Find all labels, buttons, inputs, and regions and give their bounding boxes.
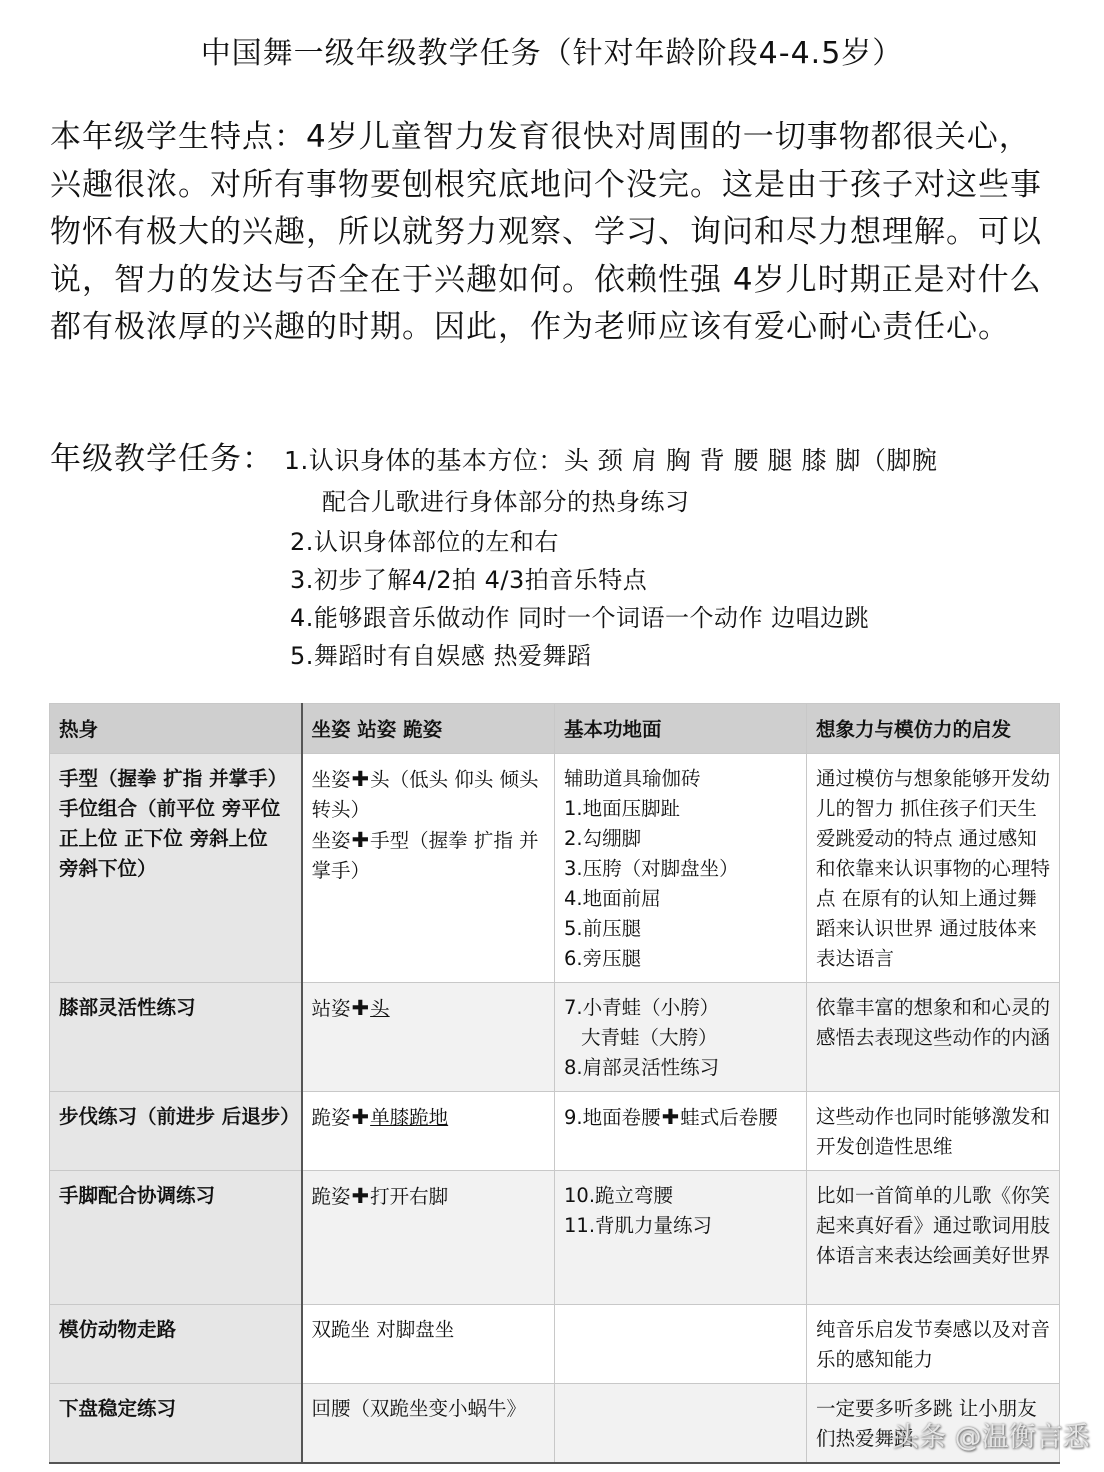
floor-item: 10.跪立弯腰 [564,1184,674,1207]
posture-text: 单膝跪地 [370,1106,449,1129]
table-header-row [50,704,1060,754]
floor-item: 辅助道具瑜伽砖 [564,767,701,790]
table-row [50,754,1060,983]
header-floor-basics: 基本功地面 [555,704,807,754]
posture-text: 打开右脚 [370,1185,449,1208]
posture-cell [302,983,555,1092]
posture-cell [302,754,555,983]
posture-line [312,764,546,825]
floor-basics-cell [555,1305,807,1384]
task-item-1: 1.认识身体的基本方位：头 颈 肩 胸 背 腰 腿 膝 脚（脚腕 [284,446,938,475]
imagination-cell: 依靠丰富的想象和和心灵的感悟去表现这些动作的内涵 [807,983,1060,1092]
posture-cell [302,1171,555,1305]
floor-item: 3.压胯（对脚盘坐） [564,857,739,880]
warmup-cell: 手脚配合协调练习 [50,1171,302,1305]
imagination-cell: 这些动作也同时能够激发和开发创造性思维 [807,1092,1060,1171]
floor-item: 5.前压腿 [564,917,642,940]
floor-item: 2.勾绷脚 [564,827,642,850]
posture-cell [302,1092,555,1171]
task-item-3: 3.初步了解4/2拍 4/3拍音乐特点 [290,566,648,594]
floor-basics-cell [555,983,807,1092]
posture-text: 头（低头 仰头 倾头 转头） [311,768,539,821]
warmup-cell: 模仿动物走路 [50,1305,302,1384]
table-row [50,983,1060,1092]
header-imagination: 想象力与模仿力的启发 [807,704,1060,754]
floor-basics-cell [555,1384,807,1464]
floor-item: 11.背肌力量练习 [564,1214,713,1237]
posture-line [312,825,546,886]
plus-icon: ✚ [661,1105,680,1129]
posture-cell: 双跪坐 对脚盘坐 [302,1305,555,1384]
tasks-label: 年级教学任务： [50,441,274,477]
table-row [50,1305,1060,1384]
posture-text: 跪姿 [311,1106,351,1129]
watermark: 头条 @温衡言悉 [892,1422,1090,1453]
task-item-1-continued: 配合儿歌进行身体部分的热身练习 [322,488,690,516]
warmup-cell: 步伐练习（前进步 后退步） [50,1092,302,1171]
header-warmup: 热身 [50,704,302,754]
imagination-cell: 比如一首简单的儿歌《你笑起来真好看》通过歌词用肢体语言来表达绘画美好世界 [807,1171,1060,1305]
posture-text: 站姿 [311,997,351,1020]
plus-icon: ✚ [351,1184,370,1208]
floor-item: 大青蛙（大胯） [581,1026,718,1049]
plus-icon: ✚ [351,828,370,852]
floor-item: 4.地面前屈 [564,887,661,910]
floor-basics-cell [555,1092,807,1171]
imagination-cell: 一定要多听多跳 让小朋友们热爱舞蹈 [807,1384,1060,1464]
posture-text: 坐姿 [311,829,351,852]
posture-cell: 回腰（双跪坐变小蜗牛》 [302,1384,555,1464]
posture-text: 坐姿 [311,768,351,791]
floor-item: 8.肩部灵活性练习 [564,1056,720,1079]
curriculum-table [49,703,1060,1464]
warmup-cell: 下盘稳定练习 [50,1384,302,1464]
task-item-5: 5.舞蹈时有自娱感 热爱舞蹈 [290,642,592,670]
header-postures: 坐姿 站姿 跪姿 [302,704,555,754]
page-title: 中国舞一级年级教学任务（针对年龄阶段4-4.5岁） [200,36,904,71]
floor-item: 蛙式后卷腰 [680,1106,778,1129]
task-item-2: 2.认识身体部位的左和右 [290,528,559,556]
table-row [50,1092,1060,1171]
posture-text: 头 [370,997,390,1020]
plus-icon: ✚ [351,767,370,791]
warmup-cell: 手型（握拳 扩指 并掌手）手位组合（前平位 旁平位 正上位 正下位 旁斜上位 旁斜下位） [50,754,302,983]
warmup-cell: 膝部灵活性练习 [50,983,302,1092]
floor-item: 1.地面压脚趾 [564,797,681,820]
posture-text: 跪姿 [311,1185,351,1208]
task-item-4: 4.能够跟音乐做动作 同时一个词语一个动作 边唱边跳 [290,604,870,632]
table-row [50,1171,1060,1305]
floor-basics-cell [555,1171,807,1305]
student-characteristics-paragraph: 本年级学生特点：4岁儿童智力发育很快对周围的一切事物都很关心，兴趣很浓。对所有事物要刨根究底地问个没完。这是由于孩子对这些事物怀有极大的兴趣，所以就努力观察、学习、询问和尽力想理解。可以说，智力的发达与否全在于兴趣如何。依赖性强 4岁儿时期正是对什么都有极浓厚的兴趣的时期。因此，作为老师应该有爱心耐心责任心。 [50,119,1042,345]
posture-text: 手型（握拳 扩指 并掌手） [311,829,539,882]
floor-item: 9.地面卷腰 [564,1106,661,1129]
imagination-cell: 纯音乐启发节奏感以及对音乐的感知能力 [807,1305,1060,1384]
floor-basics-cell [555,754,807,983]
floor-item: 6.旁压腿 [564,947,642,970]
floor-item: 7.小青蛙（小胯） [564,996,720,1019]
imagination-cell: 通过模仿与想象能够开发幼儿的智力 抓住孩子们天生爱跳爱动的特点 通过感知和依靠来认识事物的心理特点 在原有的认知上通过舞蹈来认识世界 通过肢体来表达语言 [807,754,1060,983]
plus-icon: ✚ [351,996,370,1020]
plus-icon: ✚ [351,1105,370,1129]
